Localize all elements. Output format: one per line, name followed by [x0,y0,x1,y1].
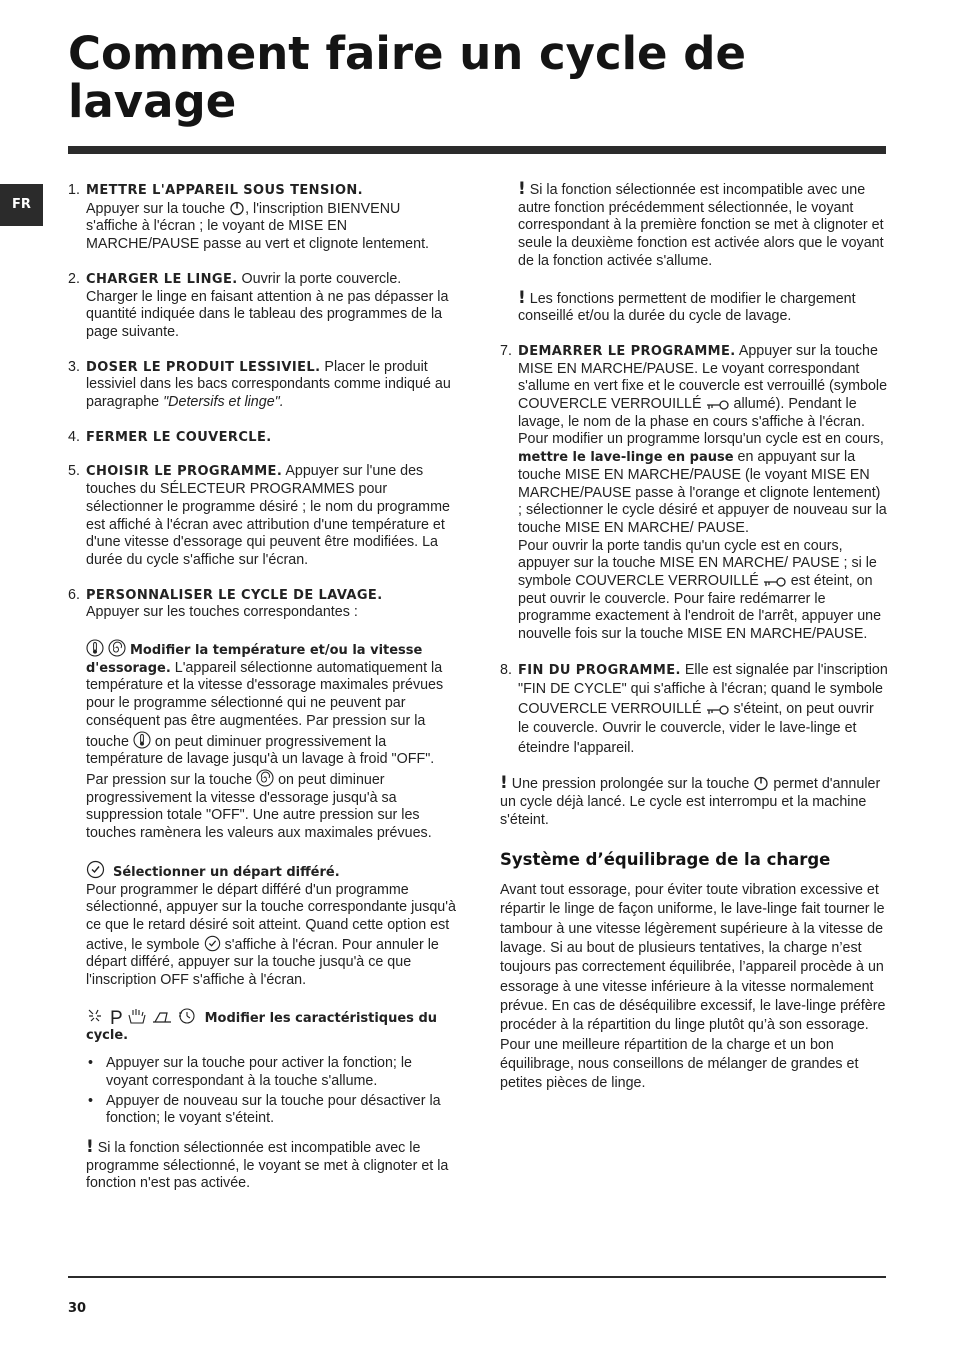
warning-icon: ! [518,287,526,308]
step-heading: FERMER LE COUVERCLE. [86,429,272,445]
step-heading: FIN DU PROGRAMME. [518,662,681,678]
hand-wash-icon [127,1007,147,1025]
lid-lock-icon [706,704,730,716]
step-heading: CHARGER LE LINGE. [86,271,238,287]
option-p-icon: P [109,1007,123,1029]
warning-note: ! Une pression prolongée sur la touche permet d'annuler un cycle déjà lancé. Le cycle est interrompu et la machine s'éteint. [500,773,881,828]
step-5: 5. CHOISIR LE PROGRAMME. Appuyer sur l'une des touches du SÉLECTEUR PROGRAMMES pour sélectionner le programme désiré ; le nom du programme est affiché à l'écran avec attribution d'une température et d'une vitesse d'essorage qui peuvent être modifiées. La durée du cycle s'affiche sur l'écran. [68,463,450,568]
step-3: 3. DOSER LE PRODUIT LESSIVIEL. Placer le produit lessiviel dans les bacs correspondants comme indiqué au paragraphe "Detersifs et linge". [68,358,451,411]
step-heading: PERSONNALISER LE CYCLE DE LAVAGE. [86,587,383,603]
warning-icon: ! [500,773,508,794]
delay-timer-icon [204,935,221,952]
lid-lock-icon [706,399,730,411]
delay-start-block: Sélectionner un départ différé. Pour programmer le départ différé d'un programme sélectionné, appuyer sur la touche correspondante jusqu'à ce que le retard désiré soit atteint. Quand cette option est active, le symbole s'affiche à l'écran. Pour annuler le départ différé, appuyer sur la touche jusqu'à ce que l'inscription OFF s'affiche à l'écran. [86,860,456,990]
step-1: 1. METTRE L'APPAREIL SOUS TENSION. Appuyer sur la touche , l'inscription BIENVENU s'affiche à l'écran ; le voyant de MISE EN MARCHE/PAUSE passe au vert et clignote lentement. [68,182,430,253]
page-title: Comment faire un cycle de lavage [68,27,746,128]
stain-removal-icon [86,1007,106,1025]
list-item: • Appuyer de nouveau sur la touche pour désactiver la fonction; le voyant s'éteint. [88,1092,441,1127]
language-tab: FR [0,184,43,226]
spin-icon [256,769,274,787]
lid-lock-icon [763,576,787,588]
power-icon [753,775,769,791]
step-7: 7. DEMARRER LE PROGRAMME. Appuyer sur la touche MISE EN MARCHE/PAUSE. Le voyant correspondant s'allume en vert fixe et le couvercle est verrouillé (symbole COUVERCLE VERROUILLÉ allumé). Pendant le lavage, le nom de la phase en cours s'affiche à l'écran. Pour modifier un programme lorsqu'un cycle est en cours, mettre le lave-linge en pause en appuyant sur la touche MISE EN MARCHE/PAUSE (le voyant MISE EN MARCHE/PAUSE passe à l'orange et clignote lentement) ; sélectionner le cycle désiré et appuyer de nouveau sur la touche MISE EN MARCHE/ PAUSE. Pour ouvrir la porte tandis qu'un cycle est en cours, appuyer sur la touche MISE EN MARCHE/ PAUSE ; si le symbole COUVERCLE VERROUILLÉ est éteint, on peut ouvrir le couvercle. Pour faire redémarrer le programme exactement à l'endroit de l'arrêt, appuyer une nouvelle fois sur la touche MISE EN MARCHE/PAUSE. [500,342,888,643]
left-column [68,182,456,1210]
thermometer-icon [133,731,151,749]
temperature-spin-block: Modifier la température et/ou la vitesse d'essorage. L'appareil sélectionne automatiquement la température et la vitesse d'essorage maximales prévues pour le programme sélectionné qui ne peuvent par conséquent pas être augmentées. Par pression sur la touche on peut diminuer progressivement la température de lavage jusqu'à un lavage à froid "OFF". Par pression sur la touche on peut diminuer progressivement la vitesse d'essorage jusqu'à sa suppression totale "OFF". Une autre pression sur les touches ramènera les valeurs aux maximales prévues. [86,639,456,843]
title-divider [68,146,886,154]
step-heading: DEMARRER LE PROGRAMME. [518,343,736,359]
temperature-spin-heading: Modifier la température et/ou la vitesse d'essorage. [86,643,423,676]
footer-divider [68,1276,886,1278]
page-number: 30 [68,1301,87,1316]
warning-icon: ! [518,179,526,199]
warning-note: ! Si la fonction sélectionnée est incompatible avec une autre fonction précédemment sélectionnée, le voyant correspondant à la première fonction se met à clignoter et seule la deuxième fonction est activée alors que le voyant de la fonction activée s'allume. [518,179,884,269]
step-heading: METTRE L'APPAREIL SOUS TENSION. [86,183,364,198]
warning-icon: ! [86,1136,94,1157]
power-icon [229,200,245,216]
step-4: 4. FERMER LE COUVERCLE. [68,428,272,445]
spin-icon [108,639,126,657]
step-2: 2. CHARGER LE LINGE. Ouvrir la porte couvercle. Charger le linge en faisant attention à ne pas dépasser la quantité indiquée dans le tableau des programmes de la page suivante. [68,270,449,340]
list-item: • Appuyer sur la touche pour activer la fonction; le voyant correspondant à la touche s'allume. [88,1055,412,1089]
step-6: 6. PERSONNALISER LE CYCLE DE LAVAGE. Appuyer sur les touches correspondantes : [68,586,383,621]
thermometer-icon [86,639,104,657]
section-title: Système d’équilibrage de la charge [500,850,831,870]
step-heading: DOSER LE PRODUIT LESSIVIEL. [86,359,321,375]
quick-wash-icon [177,1007,197,1025]
delay-timer-icon [86,860,105,879]
step-heading: CHOISIR LE PROGRAMME. [86,464,283,480]
warning-note: ! Si la fonction sélectionnée est incompatible avec le programme sélectionné, le voyant se met à clignoter et la fonction n'est pas activée. [86,1136,449,1192]
warning-note: ! Les fonctions permettent de modifier le chargement conseillé et/ou la durée du cycle de lavage. [518,287,856,325]
iron-icon [151,1007,173,1025]
step-8: 8. FIN DU PROGRAMME. Elle est signalée par l'inscription "FIN DE CYCLE" qui s'affiche à l'écran; quand le symbole COUVERCLE VERROUILLÉ s'éteint, on peut ouvrir le couvercle. Ouvrir le couvercle, vider le lave-linge et éteindre l'appareil. [500,661,888,756]
cycle-options-block [86,1007,456,1045]
right-column [500,179,888,1093]
cycle-options-heading: Modifier les caractéristiques du cycle. [86,1010,438,1044]
section-body: Avant tout essorage, pour éviter toute vibration excessive et répartir le linge de façon uniforme, le lave-linge fait tourner le tambour à une vitesse légèrement supérieure à la vitesse de lavage. Si au bout de plusieurs tentatives, la charge n’est toujours pas correctement équilibrée, l’appareil procède à un essorage à une vitesse inférieure à la vitesse normalement prévue. En cas de déséquilibre excessif, le lave-linge préfère procéder à la répartition du linge plutôt qu’à son essorage. Pour une meilleure répartition de la charge et un bon équilibrage, nous conseillons de mélanger de grandes et petites pièces de linge. [500,882,886,1092]
delay-start-heading: Sélectionner un départ différé. [112,864,340,880]
